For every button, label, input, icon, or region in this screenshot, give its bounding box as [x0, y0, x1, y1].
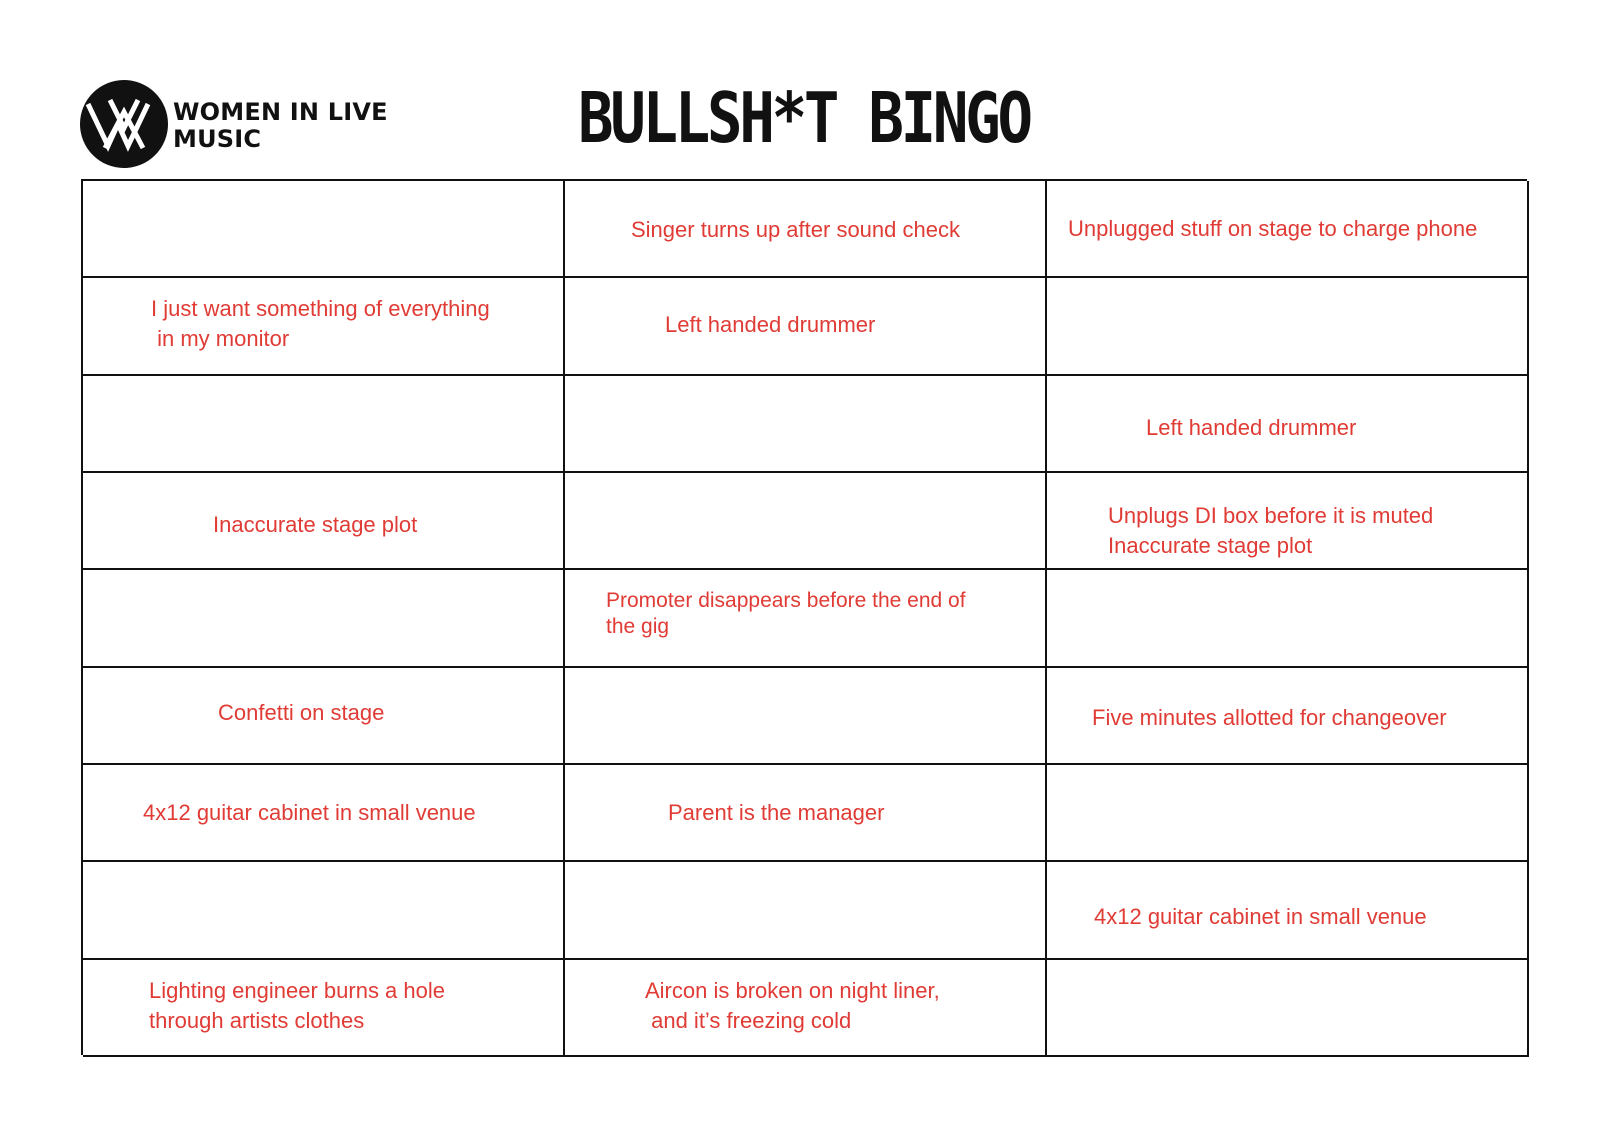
bingo-cell-text [665, 310, 875, 340]
bingo-cell-line: Left handed drummer [665, 312, 876, 338]
bingo-cell-text [213, 510, 417, 540]
bingo-grid [81, 179, 1527, 1055]
bingo-cell [83, 278, 565, 375]
bingo-cell [83, 473, 565, 570]
bingo-cell-line: I just want something of everything [151, 296, 490, 322]
bingo-cell-line: Unplugged stuff on stage to charge phone [1068, 216, 1478, 241]
bingo-cell-text [1068, 214, 1477, 244]
bingo-cell [83, 765, 565, 862]
logo [80, 80, 388, 170]
bingo-cell-line: Parent is the manager [668, 799, 885, 825]
logo-line-1: WOMEN IN LIVE [173, 98, 388, 126]
bingo-cell [565, 668, 1047, 765]
bingo-cell [83, 960, 565, 1057]
bingo-cell [83, 376, 565, 473]
bingo-cell-text [631, 215, 960, 245]
bingo-cell [83, 668, 565, 765]
bingo-cell [565, 181, 1047, 278]
bingo-cell [565, 570, 1047, 667]
women-in-live-music-logo-icon [80, 80, 168, 168]
bingo-cell [1047, 862, 1529, 959]
bingo-cell [1047, 473, 1529, 570]
logo-text [173, 99, 388, 153]
bingo-cell-text [151, 294, 490, 354]
bingo-cell-text [1094, 902, 1427, 932]
bingo-cell [565, 376, 1047, 473]
bingo-cell-line: Aircon is broken on night liner, [645, 977, 940, 1003]
bingo-cell-text [149, 976, 445, 1036]
bingo-cell [1047, 765, 1529, 862]
bingo-cell-line: in my monitor [151, 326, 290, 352]
bingo-cell-line: Left handed drummer [1146, 414, 1357, 440]
bingo-cell [1047, 960, 1529, 1057]
bingo-cell-line: Inaccurate stage plot [213, 511, 418, 537]
bingo-cell-line: and it’s freezing cold [645, 1007, 852, 1033]
bingo-cell-text [143, 798, 476, 828]
bingo-cell [83, 181, 565, 278]
bingo-cell-line: the gig [606, 615, 670, 639]
bingo-cell [1047, 181, 1529, 278]
bingo-cell [565, 473, 1047, 570]
bingo-cell-line: Singer turns up after sound check [631, 217, 960, 242]
bingo-cell [1047, 376, 1529, 473]
bingo-cell-text [218, 698, 384, 728]
bingo-cell-line: Inaccurate stage plot [1108, 532, 1313, 558]
bingo-cell-line: 4x12 guitar cabinet in small venue [143, 799, 476, 825]
bingo-cell-line: Confetti on stage [218, 699, 385, 725]
bingo-cell-line: through artists clothes [149, 1007, 365, 1033]
bingo-cell [565, 862, 1047, 959]
bingo-cell-line: Five minutes allotted for changeover [1092, 704, 1447, 730]
bingo-cell [565, 960, 1047, 1057]
bingo-cell [83, 862, 565, 959]
logo-line-2: MUSIC [173, 125, 262, 153]
bingo-cell-line: Lighting engineer burns a hole [149, 977, 446, 1003]
bingo-cell-text [645, 976, 940, 1036]
bingo-cell [565, 278, 1047, 375]
bingo-cell-text [1092, 703, 1447, 733]
bingo-cell-text [1146, 413, 1356, 443]
bingo-cell [1047, 668, 1529, 765]
page-title: BULLSH*T BINGO [578, 77, 1030, 159]
bingo-cell [83, 570, 565, 667]
bingo-cell-text [606, 588, 966, 640]
bingo-cell-line: Unplugs DI box before it is muted [1108, 502, 1434, 528]
bingo-cell-line: 4x12 guitar cabinet in small venue [1094, 904, 1427, 930]
bingo-cell [565, 765, 1047, 862]
bingo-cell-text [668, 798, 884, 828]
bingo-cell [1047, 570, 1529, 667]
bingo-cell-text [1108, 501, 1433, 561]
bingo-cell [1047, 278, 1529, 375]
bingo-cell-line: Promoter disappears before the end of [606, 589, 966, 613]
